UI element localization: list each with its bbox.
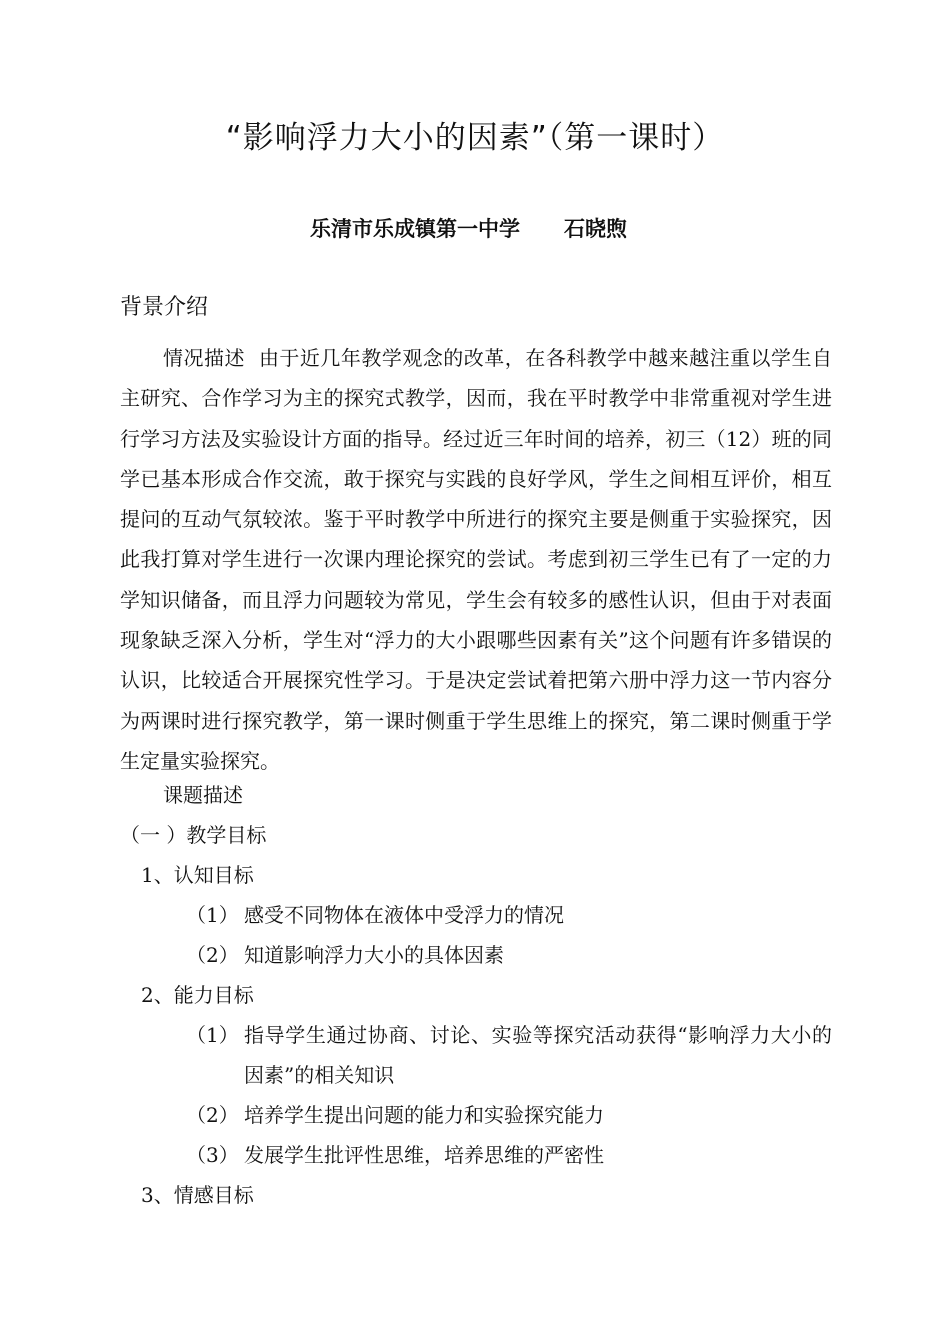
item-number: （1）: [186, 903, 239, 927]
topic-description-label: 课题描述: [163, 783, 243, 807]
item-number: （3）: [186, 1143, 239, 1167]
author-school: 乐清市乐成镇第一中学: [310, 216, 520, 241]
document-title: “影响浮力大小的因素”（第一课时）: [225, 120, 725, 156]
author-name: 石晓煦: [564, 216, 627, 241]
emotion-goals-heading: 3、情感目标: [141, 1183, 254, 1207]
item-text: 指导学生通过协商、讨论、实验等探究活动获得“影响浮力大小的因素”的相关知识: [244, 1023, 832, 1087]
cognitive-goals-heading: 1、认知目标: [141, 863, 254, 887]
situation-paragraph: [120, 338, 832, 781]
item-text: 感受不同物体在液体中受浮力的情况: [244, 903, 564, 927]
item-text: 发展学生批评性思维，培养思维的严密性: [244, 1143, 604, 1167]
author-line: [310, 214, 627, 244]
section-heading-background: 背景介绍: [120, 295, 209, 320]
item-number: （2）: [186, 943, 239, 967]
item-number: （1）: [186, 1023, 239, 1047]
item-text: 培养学生提出问题的能力和实验探究能力: [244, 1103, 604, 1127]
situation-label: 情况描述: [163, 346, 245, 370]
situation-text: 由于近几年教学观念的改革，在各科教学中越来越注重以学生自主研究、合作学习为主的探究式教学，因而，我在平时教学中非常重视对学生进行学习方法及实验设计方面的指导。经过近三年时间的培养，初三（12）班的同学已基本形成合作交流，敢于探究与实践的良好学风，学生之间相互评价，相互提问的互动气氛较浓。鉴于平时教学中所进行的探究主要是侧重于实验探究，因此我打算对学生进行一次课内理论探究的尝试。考虑到初三学生已有了一定的力学知识储备，而且浮力问题较为常见，学生会有较多的感性认识，但由于对表面现象缺乏深入分析，学生对“浮力的大小跟哪些因素有关”这个问题有许多错误的认识，比较适合开展探究性学习。于是决定尝试着把第六册中浮力这一节内容分为两课时进行探究教学，第一课时侧重于学生思维上的探究，第二课时侧重于学生定量实验探究。: [120, 346, 833, 773]
item-number: （2）: [186, 1103, 239, 1127]
item-text: 知道影响浮力大小的具体因素: [244, 943, 504, 967]
ability-goals-heading: 2、能力目标: [141, 983, 254, 1007]
teaching-goals-heading: （一 ）教学目标: [120, 823, 267, 847]
